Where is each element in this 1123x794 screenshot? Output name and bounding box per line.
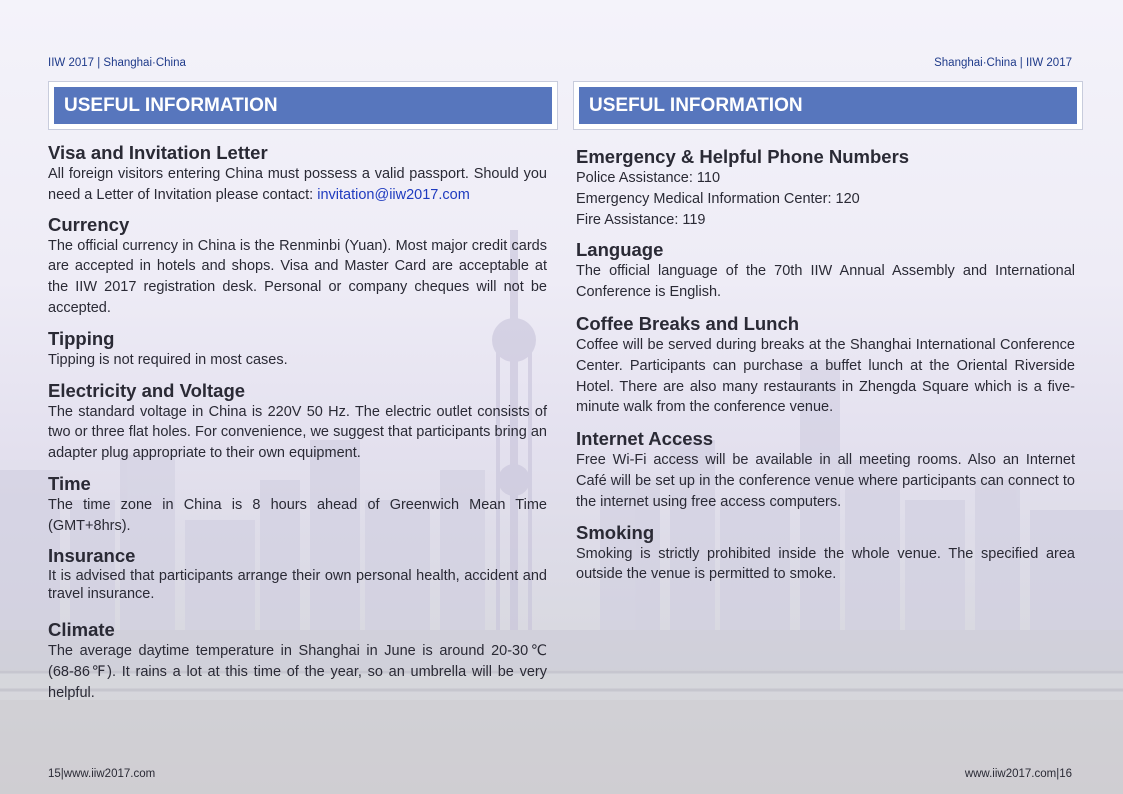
- section-tipping: [48, 328, 547, 371]
- section-body: The average daytime temperature in Shanghai in June is around 20-30℃ (68-86℉). It rains a lot at this time of the year, so an umbrella will be very helpful.: [48, 642, 547, 701]
- section-smoking: [576, 522, 1075, 586]
- section-currency: [48, 214, 547, 319]
- section-body: Free Wi-Fi access will be available in all meeting rooms. Also an Internet Café will be set up in the conference venue where participants can connect to the internet using free access computers.: [576, 452, 1075, 510]
- section-body: Tipping is not required in most cases.: [48, 351, 288, 368]
- phone-number-police: Police Assistance: 110: [576, 170, 721, 186]
- section-heading: Currency: [48, 213, 130, 235]
- footer-right: www.iiw2017.com|16: [964, 768, 1072, 780]
- section-language: [576, 239, 1075, 303]
- section-insurance: [48, 545, 547, 603]
- running-header-left: IIW 2017 | Shanghai·China: [48, 57, 186, 69]
- section-body: The official language of the 70th IIW Annual Assembly and International Conference is English.: [576, 263, 1075, 301]
- section-internet: [576, 428, 1075, 512]
- phone-number-fire: Fire Assistance: 119: [576, 211, 706, 228]
- section-banner-left: [48, 81, 558, 130]
- right-page-content: [576, 146, 1075, 585]
- section-body: The official currency in China is the Renminbi (Yuan). Most major credit cards are accepted in hotels and shops. Visa and Master Card are acceptable at the IIW 2017 registration desk. Personal or company cheques will not be accepted.: [48, 237, 547, 316]
- running-header-right: Shanghai·China | IIW 2017: [934, 57, 1072, 69]
- footer-left: 15|www.iiw2017.com: [48, 768, 156, 780]
- section-heading: Insurance: [48, 544, 136, 566]
- section-heading: Electricity and Voltage: [48, 379, 246, 401]
- section-time: [48, 473, 547, 537]
- section-climate: [48, 619, 547, 704]
- section-body: The standard voltage in China is 220V 50 Hz. The electric outlet consists of two or three flat holes. For convenience, we suggest that participants bring an adapter plug appropriate to their own equipment.: [48, 403, 547, 462]
- section-body: Smoking is strictly prohibited inside the whole venue. The specified area outside the venue is permitted to smoke.: [576, 545, 1075, 583]
- phone-number-medical: Emergency Medical Information Center: 120: [576, 190, 860, 207]
- section-heading: Emergency & Helpful Phone Numbers: [576, 146, 910, 167]
- section-banner-right: [573, 81, 1083, 130]
- section-heading: Tipping: [48, 327, 115, 349]
- section-body: It is advised that participants arrange their own personal health, accident and travel insurance.: [48, 567, 547, 602]
- section-coffee-lunch: [576, 313, 1075, 418]
- section-heading: Time: [48, 472, 91, 494]
- section-electricity: [48, 380, 547, 464]
- section-heading: Climate: [48, 618, 115, 640]
- section-heading: Internet Access: [576, 428, 714, 450]
- banner-title: USEFUL INFORMATION: [54, 87, 552, 124]
- section-emergency: [576, 146, 1075, 230]
- section-heading: Visa and Invitation Letter: [48, 142, 268, 163]
- section-heading: Smoking: [576, 521, 655, 543]
- section-body: Coffee will be served during breaks at the Shanghai International Conference Center. Participants can purchase a buffet lunch at the Oriental Riverside Hotel. There are also many restaurants in Zhengda Square which is a five-minute walk from the conference venue.: [576, 336, 1075, 416]
- left-page-content: [48, 142, 547, 704]
- section-body: The time zone in China is 8 hours ahead of Greenwich Mean Time (GMT+8hrs).: [48, 496, 547, 534]
- section-heading: Language: [576, 239, 664, 261]
- section-body: [48, 164, 547, 206]
- banner-title: USEFUL INFORMATION: [579, 87, 1077, 124]
- section-visa: [48, 142, 547, 206]
- invitation-email-link[interactable]: invitation@iiw2017.com: [317, 186, 470, 203]
- section-heading: Coffee Breaks and Lunch: [576, 312, 800, 334]
- visa-text: All foreign visitors entering China must possess a valid passport. Should you need a Letter of Invitation please contact:: [48, 166, 547, 203]
